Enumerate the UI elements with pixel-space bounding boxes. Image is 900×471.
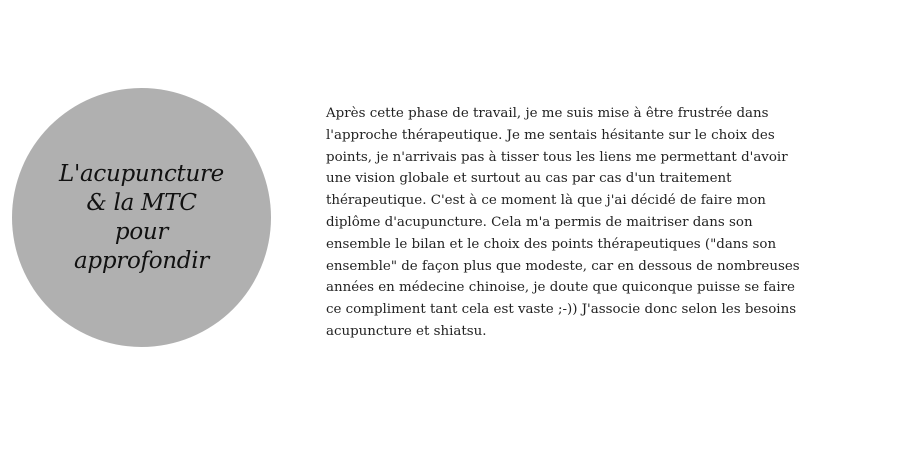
section-circle	[12, 88, 271, 347]
body-paragraph	[326, 103, 856, 343]
paragraph-line: acupuncture et shiatsu.	[326, 323, 487, 339]
section-title-line: pour	[114, 218, 169, 245]
paragraph-line: l'approche thérapeutique. Je me sentais hésitante sur le choix des	[326, 127, 775, 143]
section-title	[42, 160, 242, 276]
paragraph-line: une vision globale et surtout au cas par cas d'un traitement	[326, 171, 732, 187]
paragraph-line: thérapeutique. C'est à ce moment là que j'ai décidé de faire mon	[326, 193, 766, 209]
paragraph-line: ce compliment tant cela est vaste ;-)) J'associe donc selon les besoins	[326, 302, 797, 318]
paragraph-line: points, je n'arrivais pas à tisser tous les liens me permettant d'avoir	[326, 149, 788, 165]
section-title-line: L'acupuncture	[59, 160, 224, 187]
paragraph-line: ensemble le bilan et le choix des points thérapeutiques ("dans son	[326, 236, 777, 252]
section-title-line: approfondir	[74, 247, 209, 274]
section-title-line: & la MTC	[86, 189, 197, 216]
paragraph-line: diplôme d'acupuncture. Cela m'a permis de maitriser dans son	[326, 214, 753, 230]
paragraph-line: années en médecine chinoise, je doute que quiconque puisse se faire	[326, 280, 795, 296]
paragraph-line: Après cette phase de travail, je me suis mise à être frustrée dans	[326, 106, 769, 121]
paragraph-line: ensemble" de façon plus que modeste, car en dessous de nombreuses	[326, 258, 800, 274]
